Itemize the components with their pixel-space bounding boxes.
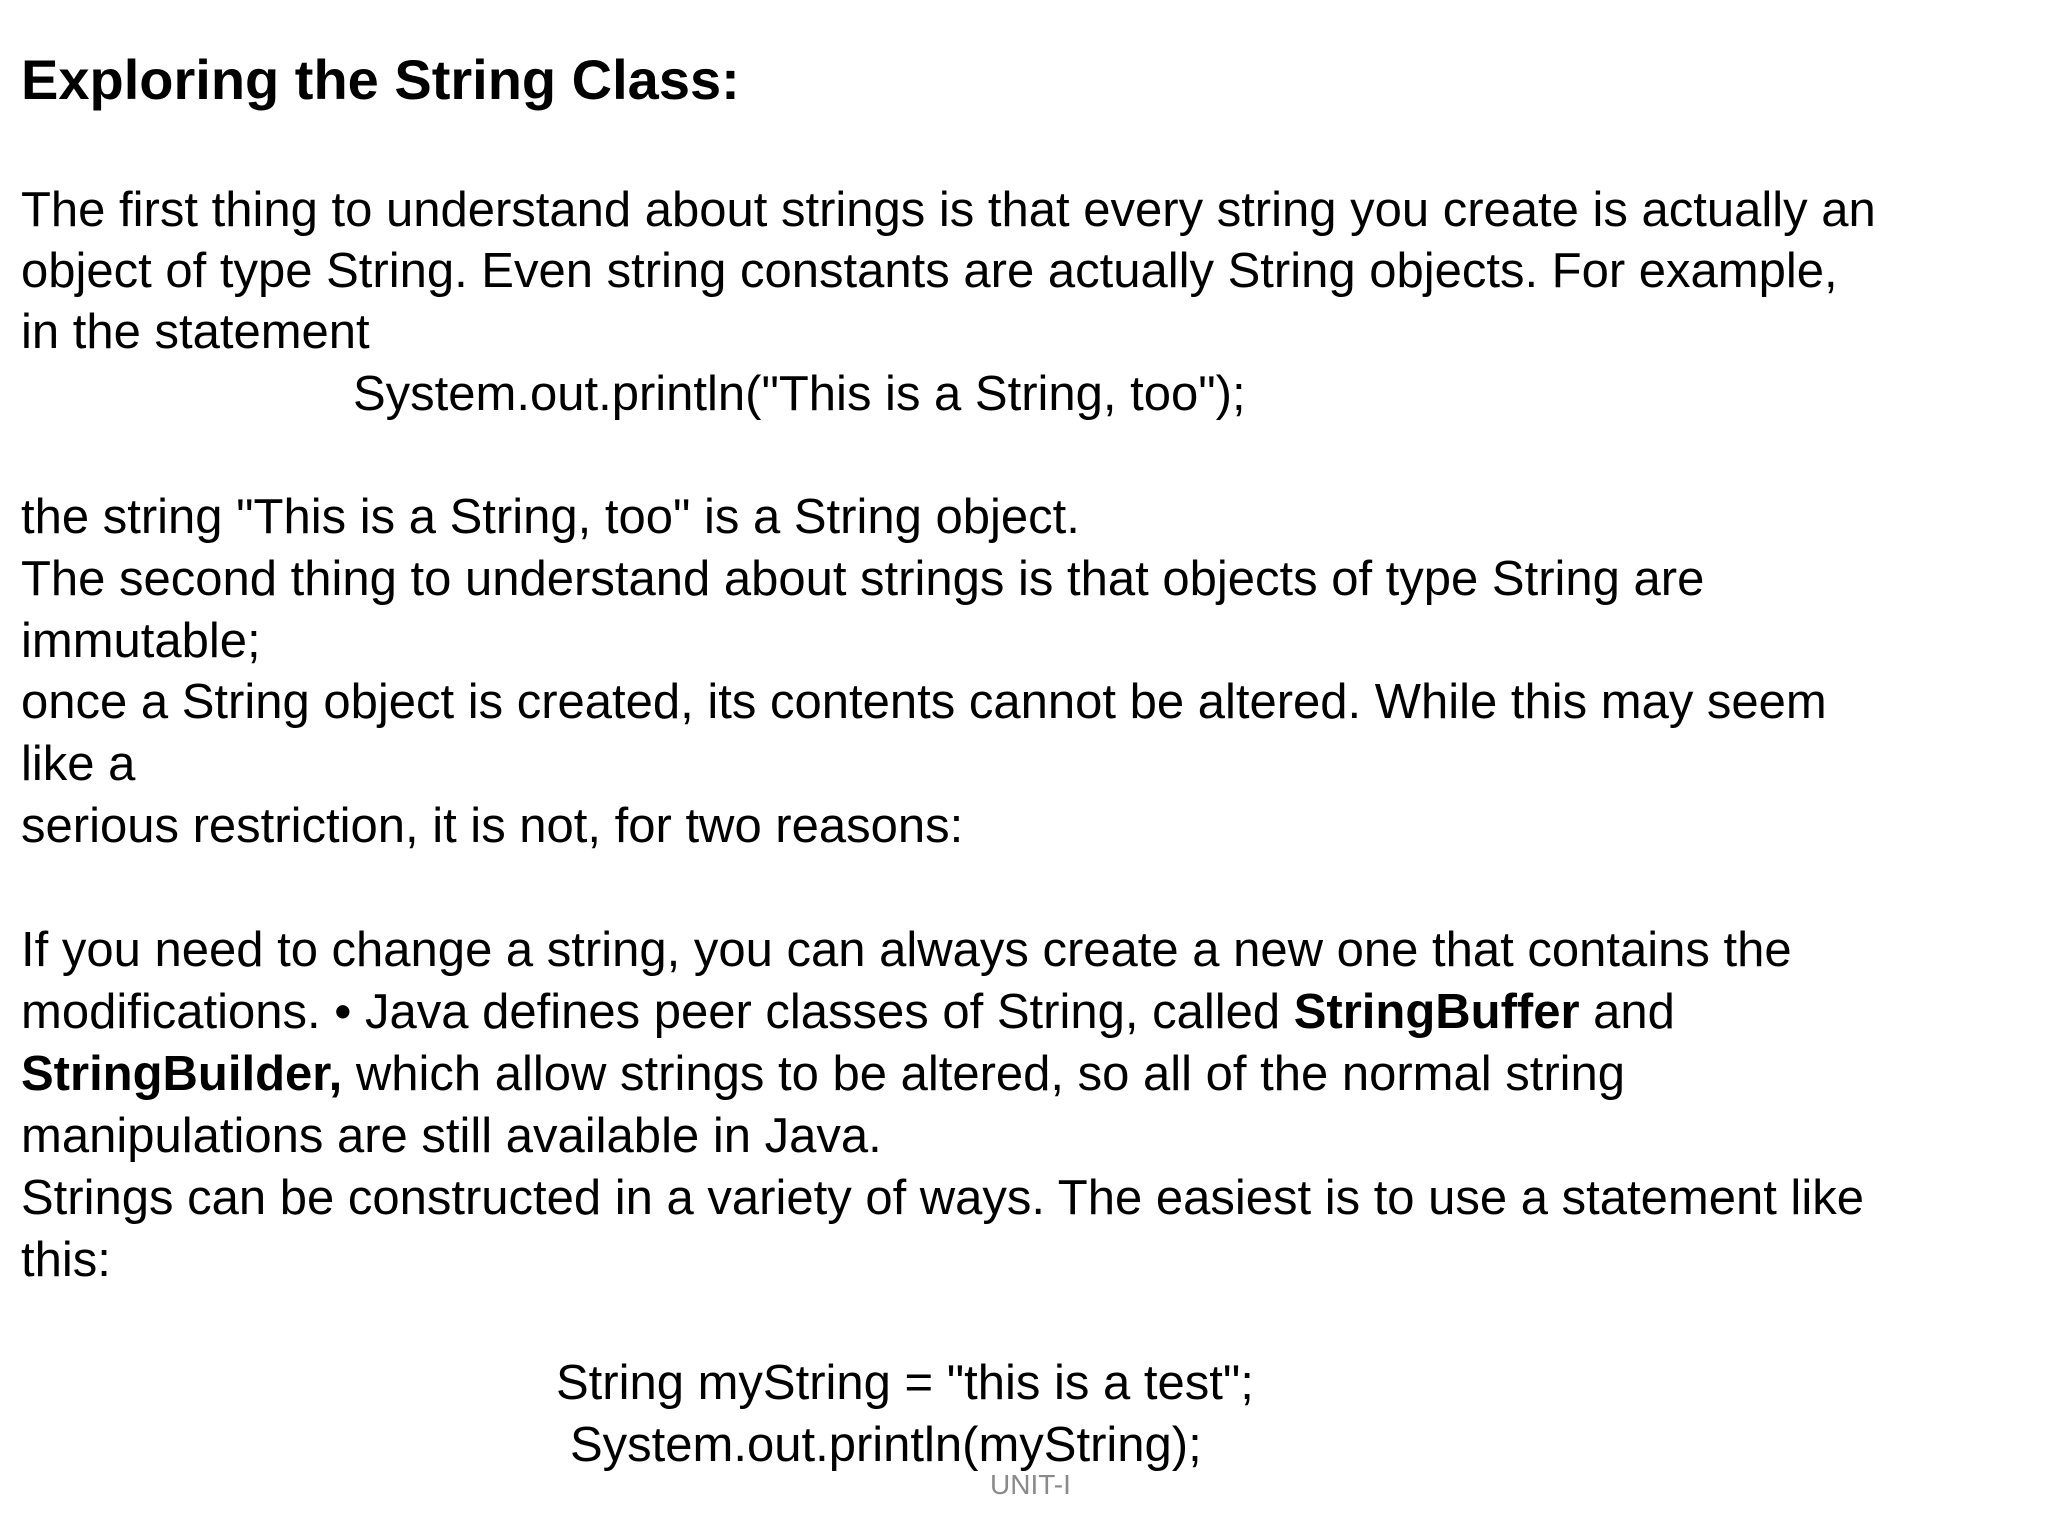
stringbuffer-term: StringBuffer	[1293, 985, 1580, 1039]
text-line: The second thing to understand about strings is that objects of type String are	[21, 552, 1705, 606]
slide-footer: UNIT-I	[990, 1469, 1071, 1500]
code-line: System.out.println(myString);	[570, 1418, 1202, 1472]
text-line: once a String object is created, its contents cannot be altered. While this may seem	[21, 675, 1827, 729]
text-line: the string "This is a String, too" is a String object.	[21, 490, 1080, 544]
text-line: If you need to change a string, you can always create a new one that contains the	[21, 923, 1792, 977]
text-line: in the statement	[21, 305, 370, 359]
slide-title: Exploring the String Class:	[21, 48, 740, 111]
text-line: The first thing to understand about strings is that every string you create is actually an	[21, 183, 1876, 237]
text-line: like a	[21, 737, 136, 791]
code-println-example: System.out.println("This is a String, too");	[353, 367, 1246, 421]
code-line: String myString = "this is a test";	[556, 1356, 1254, 1410]
text-line: immutable;	[21, 614, 261, 668]
stringbuilder-term: StringBuilder,	[21, 1047, 343, 1101]
text-segment: modifications. • Java defines peer classes of String, called	[21, 985, 1294, 1039]
text-line	[21, 1044, 1625, 1104]
text-line: Strings can be constructed in a variety of ways. The easiest is to use a statement like	[21, 1171, 1864, 1225]
text-segment: which allow strings to be altered, so all of the normal string	[342, 1047, 1626, 1101]
text-line: manipulations are still available in Java.	[21, 1109, 882, 1163]
text-segment: and	[1579, 985, 1675, 1039]
text-line: serious restriction, it is not, for two reasons:	[21, 799, 964, 853]
text-line: this:	[21, 1233, 111, 1287]
text-line	[21, 982, 1675, 1042]
text-line: object of type String. Even string constants are actually String objects. For example,	[21, 244, 1838, 298]
